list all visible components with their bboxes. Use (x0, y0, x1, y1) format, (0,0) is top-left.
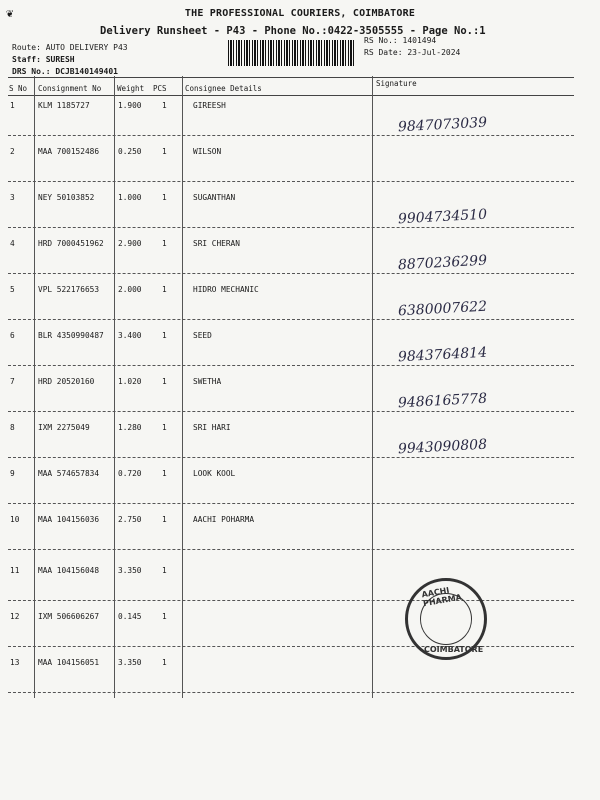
row-sno: 1 (10, 101, 15, 110)
column-header-pcs: PCS (153, 84, 167, 93)
row-signature-phone: 6380007622 (397, 298, 488, 320)
row-consignment-no: IXM 2275049 (38, 423, 90, 432)
row-sno: 3 (10, 193, 15, 202)
row-separator (8, 181, 574, 182)
row-sno: 2 (10, 147, 15, 156)
row-pcs: 1 (162, 377, 167, 386)
row-separator (8, 692, 574, 693)
row-pcs: 1 (162, 285, 167, 294)
company-stamp (405, 578, 487, 660)
row-consignee: SRI HARI (193, 423, 231, 432)
row-sno: 11 (10, 566, 20, 575)
row-weight: 1.280 (118, 423, 142, 432)
column-divider (34, 76, 35, 698)
row-weight: 2.900 (118, 239, 142, 248)
row-sno: 9 (10, 469, 15, 478)
row-sno: 5 (10, 285, 15, 294)
stamp-top-text: AACHI PHARMA (420, 585, 463, 609)
row-weight: 0.145 (118, 612, 142, 621)
row-consignment-no: HRD 7000451962 (38, 239, 104, 248)
row-pcs: 1 (162, 239, 167, 248)
row-consignment-no: KLM 1185727 (38, 101, 90, 110)
row-pcs: 1 (162, 147, 167, 156)
row-consignment-no: MAA 104156036 (38, 515, 100, 524)
row-weight: 0.250 (118, 147, 142, 156)
row-pcs: 1 (162, 423, 167, 432)
row-consignment-no: NEY 50103852 (38, 193, 95, 202)
drs-number: DRS No.: DCJB140149401 (12, 67, 118, 76)
row-separator (8, 549, 574, 550)
column-header-consignee: Consignee Details (185, 84, 262, 93)
rs-number: RS No.: 1401494 (364, 36, 437, 45)
row-consignment-no: MAA 574657834 (38, 469, 100, 478)
row-separator (8, 600, 574, 601)
row-pcs: 1 (162, 515, 167, 524)
row-pcs: 1 (162, 566, 167, 575)
column-header-weight: Weight (117, 84, 145, 93)
row-consignment-no: VPL 522176653 (38, 285, 100, 294)
row-sno: 6 (10, 331, 15, 340)
row-weight: 3.350 (118, 658, 142, 667)
row-consignee: GIREESH (193, 101, 226, 110)
row-pcs: 1 (162, 658, 167, 667)
row-consignee: AACHI POHARMA (193, 515, 255, 524)
table-top-border (8, 77, 574, 78)
row-separator (8, 273, 574, 274)
row-separator (8, 457, 574, 458)
row-consignee: SEED (193, 331, 212, 340)
row-sno: 10 (10, 515, 20, 524)
row-consignment-no: MAA 700152486 (38, 147, 100, 156)
row-separator (8, 646, 574, 647)
row-separator (8, 135, 574, 136)
column-header-signature: Signature (376, 79, 417, 88)
row-consignee: SRI CHERAN (193, 239, 240, 248)
row-weight: 2.000 (118, 285, 142, 294)
row-signature-phone: 9843764814 (397, 344, 488, 366)
column-divider (114, 76, 115, 698)
column-divider (372, 76, 373, 698)
row-pcs: 1 (162, 193, 167, 202)
row-separator (8, 503, 574, 504)
row-signature-phone: 9943090808 (397, 436, 488, 458)
row-consignee: SUGANTHAN (193, 193, 236, 202)
row-consignment-no: IXM 506606267 (38, 612, 100, 621)
barcode (228, 40, 356, 66)
row-sno: 12 (10, 612, 20, 621)
row-weight: 0.720 (118, 469, 142, 478)
row-consignment-no: HRD 20520160 (38, 377, 95, 386)
route-label: Route: AUTO DELIVERY P43 (12, 43, 128, 52)
row-sno: 8 (10, 423, 15, 432)
row-pcs: 1 (162, 469, 167, 478)
row-signature-phone: 8870236299 (397, 252, 488, 274)
row-weight: 3.400 (118, 331, 142, 340)
staff-label: Staff: SURESH (12, 55, 75, 64)
row-weight: 2.750 (118, 515, 142, 524)
row-pcs: 1 (162, 331, 167, 340)
row-pcs: 1 (162, 612, 167, 621)
row-signature-phone: 9486165778 (397, 390, 488, 412)
row-consignee: HIDRO MECHANIC (193, 285, 259, 294)
row-separator (8, 411, 574, 412)
column-header-consignment: Consignment No (38, 84, 102, 93)
row-weight: 1.000 (118, 193, 142, 202)
row-signature-phone: 9847073039 (397, 114, 488, 136)
row-consignee: SWETHA (193, 377, 222, 386)
table-header-border (8, 95, 574, 96)
row-signature-phone: 9904734510 (397, 206, 488, 228)
stamp-bottom-text: COIMBATORE (424, 645, 484, 654)
row-weight: 1.900 (118, 101, 142, 110)
row-pcs: 1 (162, 101, 167, 110)
company-title: THE PROFESSIONAL COURIERS, COIMBATORE (184, 8, 416, 19)
runsheet-title: Delivery Runsheet - P43 - Phone No.:0422-3505555 - Page No.:1 (100, 25, 486, 37)
row-consignment-no: MAA 104156048 (38, 566, 100, 575)
row-separator (8, 365, 574, 366)
rs-date: RS Date: 23-Jul-2024 (364, 48, 461, 57)
courier-logo-icon: ❦ (6, 6, 14, 20)
row-separator (8, 319, 574, 320)
row-weight: 1.020 (118, 377, 142, 386)
row-sno: 7 (10, 377, 15, 386)
row-consignee: WILSON (193, 147, 222, 156)
column-divider (182, 76, 183, 698)
row-sno: 4 (10, 239, 15, 248)
row-sno: 13 (10, 658, 20, 667)
row-consignment-no: MAA 104156051 (38, 658, 100, 667)
column-header-sno: S No (9, 84, 28, 93)
row-weight: 3.350 (118, 566, 142, 575)
row-consignee: LOOK KOOL (193, 469, 236, 478)
row-consignment-no: BLR 4350990487 (38, 331, 104, 340)
row-separator (8, 227, 574, 228)
